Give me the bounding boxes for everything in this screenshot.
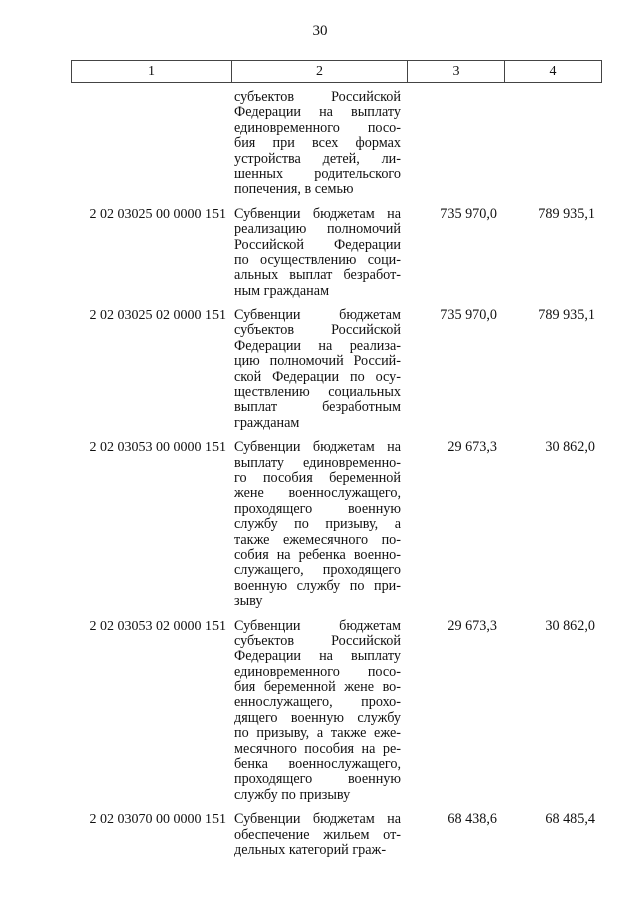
header-col-3: 3 [408, 61, 505, 83]
header-col-4: 4 [505, 61, 602, 83]
table-row [71, 619, 601, 804]
income-name-line: Субвенции бюджетам [234, 617, 401, 634]
amount-col-4: 30 862,0 [545, 439, 595, 456]
income-name-line: устройства детей, ли- [234, 150, 401, 167]
income-name-line: ской Федерации по осу- [234, 368, 401, 385]
income-name-line: попечения, в семью [234, 181, 354, 198]
income-name-line: единовременного посо- [234, 663, 401, 680]
income-name-line: выплат безработным [234, 399, 401, 416]
income-name-line: проходящего военную [234, 500, 401, 517]
amount-col-4: 789 935,1 [538, 205, 595, 222]
budget-code: 2 02 03025 00 0000 151 [89, 206, 226, 222]
income-name-line: субъектов Российской [234, 89, 401, 105]
income-name-line: по призыву, а также еже- [234, 725, 401, 742]
income-name [234, 308, 401, 431]
budget-code: 2 02 03025 02 0000 151 [89, 308, 226, 324]
income-name [234, 440, 401, 609]
income-name-line: еннослужащего, прохо- [234, 694, 401, 711]
income-name-line: Российской Федерации [234, 236, 401, 253]
amount-col-3: 735 970,0 [440, 205, 497, 222]
income-name-line: обеспечение жильем от- [234, 826, 401, 843]
income-name-line: службу по призыву, а [234, 516, 401, 533]
amount-col-4: 30 862,0 [545, 617, 595, 634]
amount-col-4: 68 485,4 [545, 811, 595, 828]
income-name-line: жене военнослужащего, [234, 485, 401, 502]
income-name-line: военную службу по при- [234, 577, 401, 594]
income-name-line: Федерации на выплату [234, 104, 401, 121]
income-name-line: бия при всех формах [234, 135, 401, 152]
income-name [234, 207, 401, 299]
income-name-line: собия на ребенка военно- [234, 546, 401, 563]
table-row [71, 812, 601, 858]
income-name-line: служащего, проходящего [234, 562, 401, 579]
income-name-line: бия беременной жене во- [234, 679, 401, 696]
header-col-1: 1 [72, 61, 232, 83]
income-name [234, 619, 401, 804]
income-name-line: альных выплат безработ- [234, 267, 401, 284]
income-name-line: службу по призыву [234, 786, 351, 803]
income-name-line: проходящего военную [234, 771, 401, 788]
table-body [71, 90, 601, 867]
income-name [234, 90, 401, 198]
income-name-line: Федерации на выплату [234, 648, 401, 665]
amount-col-4: 789 935,1 [538, 307, 595, 324]
income-name-line: дящего военную службу [234, 709, 401, 726]
table-row [71, 440, 601, 609]
income-name-line: гражданам [234, 414, 300, 431]
table-row [71, 308, 601, 431]
income-name-line: бенка военнослужащего, [234, 756, 401, 773]
income-name-line: субъектов Российской [234, 322, 401, 339]
income-name-line: шенных родительского [234, 165, 401, 182]
amount-col-3: 29 673,3 [447, 617, 497, 634]
income-name-line: единовременного посо- [234, 119, 401, 136]
page-number: 30 [312, 23, 328, 39]
income-name-line: цию полномочий Россий- [234, 353, 401, 370]
amount-col-3: 735 970,0 [440, 307, 497, 324]
income-name-line: выплату единовременно- [234, 454, 401, 471]
income-name [234, 812, 401, 858]
income-name-line: Субвенции бюджетам [234, 307, 401, 324]
income-name-line: по осуществлению соци- [234, 251, 401, 268]
income-name-line: реализацию полномочий [234, 221, 401, 238]
income-name-line: ным гражданам [234, 282, 330, 299]
amount-col-3: 29 673,3 [447, 439, 497, 456]
budget-code: 2 02 03053 02 0000 151 [89, 618, 226, 634]
income-name-line: Федерации на реализа- [234, 337, 401, 354]
income-name-line: го пособия беременной [234, 469, 401, 486]
income-name-line: ществлению социальных [234, 384, 401, 401]
income-name-line: Субвенции бюджетам на [234, 205, 401, 222]
income-name-line: Субвенции бюджетам на [234, 811, 401, 828]
budget-code: 2 02 03070 00 0000 151 [89, 812, 226, 828]
income-name-line: Субвенции бюджетам на [234, 439, 401, 456]
income-name-line: месячного пособия на ре- [234, 740, 401, 757]
header-col-2: 2 [232, 61, 408, 83]
table-header [71, 60, 602, 83]
table-row [71, 90, 601, 198]
income-name-line: также ежемесячного по- [234, 531, 401, 548]
income-name-line: субъектов Российской [234, 632, 401, 649]
income-name-line: зыву [234, 593, 263, 610]
table-row [71, 207, 601, 299]
income-name-line: дельных категорий граж- [234, 841, 387, 858]
amount-col-3: 68 438,6 [447, 811, 497, 828]
budget-code: 2 02 03053 00 0000 151 [89, 440, 226, 456]
